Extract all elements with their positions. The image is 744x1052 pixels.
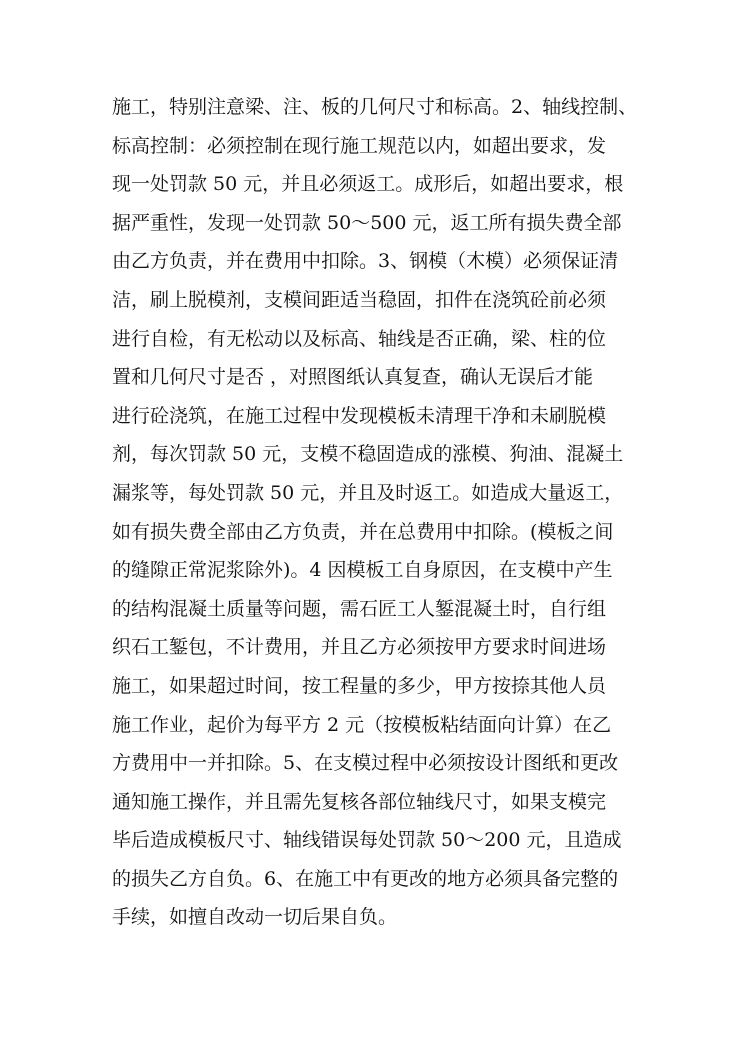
text-line: 的缝隙正常泥浆除外)。4 因模板工自身原因，在支模中产生 [112, 559, 613, 582]
text-line: 的损失乙方自负。6、在施工中有更改的地方必须具备完整的 [112, 867, 619, 890]
text-line: 进行自检，有无松动以及标高、轴线是否正确，梁、柱的位 [112, 327, 607, 350]
text-line: 置和几何尺寸是否 ，对照图纸认真复查，确认无误后才能 [112, 366, 594, 389]
text-line: 施工，如果超过时间，按工程量的多少，甲方按捺其他人员 [112, 674, 607, 697]
text-line: 进行砼浇筑，在施工过程中发现模板未清理干净和未刷脱模 [112, 404, 607, 427]
text-line: 标高控制：必须控制在现行施工规范以内，如超出要求，发 [112, 134, 607, 157]
body-text [112, 88, 640, 937]
text-line: 通知施工操作，并且需先复核各部位轴线尺寸，如果支模完 [112, 790, 607, 813]
text-line: 如有损失费全部由乙方负责，并在总费用中扣除。(模板之间 [112, 520, 614, 543]
text-line: 织石工錾包，不计费用，并且乙方必须按甲方要求时间进场 [112, 636, 607, 659]
text-line: 毕后造成模板尺寸、轴线错误每处罚款 50～200 元，且造成 [112, 829, 622, 852]
text-line: 漏浆等，每处罚款 50 元，并且及时返工。如造成大量返工， [112, 481, 624, 504]
text-line: 的结构混凝土质量等问题，需石匠工人錾混凝土时，自行组 [112, 597, 607, 620]
text-line: 剂，每次罚款 50 元，支模不稳固造成的涨模、狗油、混凝土 [112, 443, 624, 466]
text-line: 方费用中一并扣除。5、在支模过程中必须按设计图纸和更改 [112, 752, 619, 775]
text-line: 手续，如擅自改动一切后果自负。 [112, 906, 398, 929]
text-line: 据严重性，发现一处罚款 50～500 元，返工所有损失费全部 [112, 211, 622, 234]
text-line: 施工作业，起价为每平方 2 元（按模板粘结面向计算）在乙 [112, 713, 612, 736]
text-line: 现一处罚款 50 元，并且必须返工。成形后，如超出要求，根 [112, 173, 624, 196]
text-line: 洁，刷上脱模剂，支模间距适当稳固，扣件在浇筑砼前必须 [112, 288, 607, 311]
text-line: 施工，特别注意梁、注、板的几何尺寸和标高。2、轴线控制、 [112, 96, 638, 118]
text-line: 由乙方负责，并在费用中扣除。3、钢模（木模）必须保证清 [112, 250, 619, 273]
